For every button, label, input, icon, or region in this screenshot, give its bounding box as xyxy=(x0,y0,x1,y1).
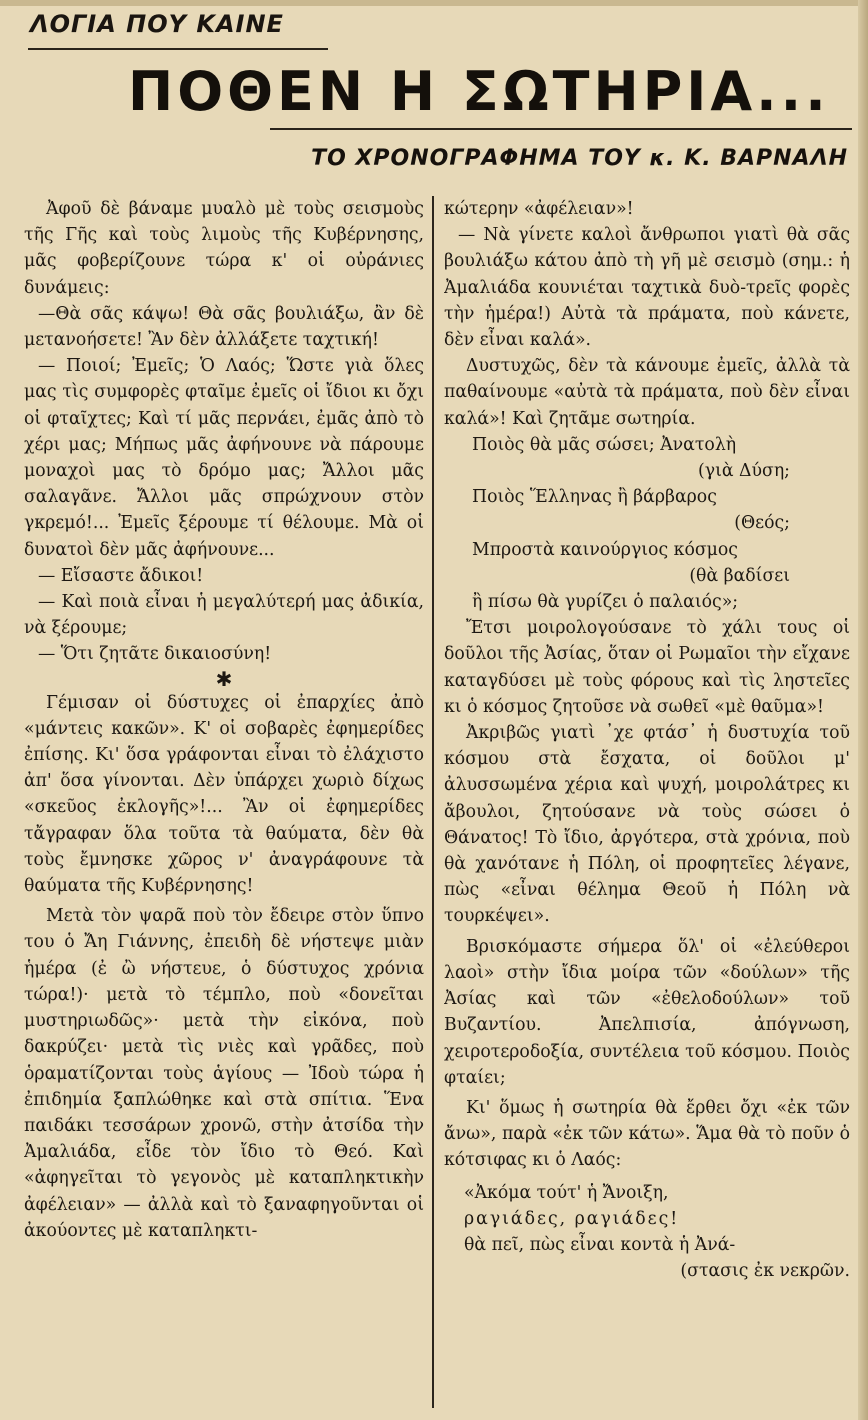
verse-line: Ποιὸς Ἕλληνας ἢ βάρβαρος xyxy=(472,487,717,508)
verse-line: «Ἀκόμα τούτ' ἡ Ἄνοιξη, xyxy=(464,1182,669,1203)
page-right-edge xyxy=(858,0,868,1420)
verse-line: θὰ πεῖ, πὼς εἶναι κοντὰ ἡ Ἀνά- xyxy=(464,1234,736,1255)
paragraph: Κι' ὅμως ἡ σωτηρία θὰ ἔρθει ὄχι «ἐκ τῶν ἄνω», παρὰ «ἐκ τῶν κάτω». Ἅμα θὰ τὸ ποῦν ὁ κότσιφας κι ὁ Λαός: xyxy=(444,1097,850,1171)
page-top-edge xyxy=(0,0,868,6)
headline-rule xyxy=(270,128,852,130)
verse-line: (θὰ βαδίσει xyxy=(689,565,790,586)
dialog-line: —Θὰ σᾶς κάψω! Θὰ σᾶς βουλιάξω, ἂν δὲ μετανοήσετε! Ἂν δὲν ἀλλάξετε ταχτική! xyxy=(24,303,424,351)
left-column xyxy=(24,196,424,1416)
byline: ΤΟ ΧΡΟΝΟΓΡΑΦΗΜΑ ΤΟΥ κ. Κ. ΒΑΡΝΑΛΗ xyxy=(311,146,848,171)
paragraph: Δυστυχῶς, δὲν τὰ κάνουμε ἐμεῖς, ἀλλὰ τὰ παθαίνουμε «αὐτὰ τὰ πράματα, ποὺ δὲν εἶναι καλά»! Καὶ ζητᾶμε σωτηρία. xyxy=(444,356,850,429)
verse-line: ἢ πίσω θὰ γυρίζει ὁ παλαιός»; xyxy=(472,592,739,613)
dialog-line: — Καὶ ποιὰ εἶναι ἡ μεγαλύτερή μας ἀδικία, νὰ ξέρουμε; xyxy=(24,592,424,639)
dialog-line: — Ὅτι ζητᾶτε δικαιοσύνη! xyxy=(38,644,272,665)
verse-line: Ποιὸς θὰ μᾶς σώσει; Ἀνατολὴ xyxy=(472,434,737,455)
paragraph: Γέμισαν οἱ δύστυχες οἱ ἐπαρχίες ἀπὸ «μάντεις κακῶν». Κ' οἱ σοβαρὲς ἐφημερίδες ἐπίσης. Κι' ὅσα γράφονται εἶναι τὸ ἐλάχιστο ἀπ' ὅσα γίνονται. Δὲν ὑπάρχει χωριὸ δίχως «σκεῦος ἐκλογῆς»!... Ἂν οἱ ἐφημερίδες τἄγραφαν ὅλα τοῦτα τὰ θαύματα, δὲν θὰ τοὺς ἔμνησκε χῶρος ν' ἀναγράφουνε τὰ θαύματα τῆς Κυβέρνησης! xyxy=(24,692,424,897)
kicker-rule xyxy=(28,48,328,50)
verse-line: (στασις ἐκ νεκρῶν. xyxy=(680,1261,850,1282)
dialog-line: — Ποιοί; Ἐμεῖς; Ὁ Λαός; Ὥστε γιὰ ὅλες μας τὶς συμφορὲς φταῖμε ἐμεῖς οἱ ἴδιοι κι ὄχι οἱ φταῖχτες; Καὶ τί μᾶς περνάει, ἐμᾶς ἀπὸ τὸ χέρι μας; Μήπως μᾶς ἀφήνουνε νὰ πάρουμε μοναχοὶ μας τὸ δρόμο μας; Ἄλλοι μᾶς σαλαγᾶνε. Ἄλλοι μᾶς σπρώχνουν στὸν γκρεμό!... Ἐμεῖς ξέρουμε τί θέλουμε. Μὰ οἱ δυνατοὶ δὲν μᾶς ἀφήνουνε... xyxy=(24,356,424,560)
page-title: ΠΟΘΕΝ Η ΣΩΤΗΡΙΑ... xyxy=(128,60,830,123)
paragraph: Ἀκριβῶς γιατὶ ᾽χε φτάσ᾽ ἡ δυστυχία τοῦ κόσμου στὰ ἔσχατα, οἱ δοῦλοι μ' ἀλυσσωμένα χέρια καὶ ψυχή, μοιρολάτρες κι ἄβουλοι, ζητούσανε νὰ τοὺς σώσει ὁ Θάνατος! Τὸ ἴδιο, ἀργότερα, στὰ χρόνια, ποὺ θὰ χανότανε ἡ Πόλη, οἱ προφητεῖες λέγανε, πὼς «εἶναι θέλημα Θεοῦ ἡ Πόλη νὰ τουρκέψει». xyxy=(444,723,850,927)
verse-line: (γιὰ Δύση; xyxy=(698,461,790,482)
dialog-line: — Νὰ γίνετε καλοὶ ἄνθρωποι γιατὶ θὰ σᾶς βουλιάξω κάτου ἀπὸ τὴ γῆ μὲ σεισμὸ (σημ.: ἡ Ἀμαλιάδα κουνιέται ταχτικὰ δυὸ-τρεῖς φορὲς τὴν ἡμέρα!) Αὐτὰ τὰ πράματα, ποὺ κάνετε, δὲν εἶναι καλά». xyxy=(444,225,850,351)
paragraph-continuation: κώτερην «ἀφέλειαν»! xyxy=(444,199,634,219)
column-divider xyxy=(432,196,434,1408)
paragraph: Μετὰ τὸν ψαρᾶ ποὺ τὸν ἔδειρε στὸν ὕπνο του ὁ Ἄη Γιάννης, ἐπειδὴ δὲ νήστεψε μιὰν ἡμέρα (ἐ ὢ νήστευε, ὁ δύστυχος χρόνια τώρα!)· μετὰ τὸ τέμπλο, ποὺ «δονεῖται μυστηριωδῶς»· μετὰ τὴν εἰκόνα, ποὺ δακρύζει· μετὰ τὶς νιὲς καὶ γρᾶδες, ποὺ ὁραματίζονται τοὺς ἁγίους — Ἰδοὺ τώρα ἡ ἐπιδημία ξαπλώθηκε καὶ στὰ σπίτια. Ἕνα παιδάκι τεσσάρων χρονῶ, στὴν ἀτσίδα τὴν Ἀμαλιάδα, εἶδε τὸν ἴδιο τὸ Θεό. Καὶ «ἀφηγεῖται τὸ γεγονὸς μὲ καταπληκτικὴν ἀφέλειαν» — ἀλλὰ καὶ τὸ ξαναφηγοῦνται οἱ ἀκούοντες μὲ καταπληκτι- xyxy=(24,906,424,1241)
paragraph: Ἔτσι μοιρολογούσανε τὸ χάλι τους οἱ δοῦλοι τῆς Ἀσίας, ὅταν οἱ Ρωμαῖοι τὴν εἴχανε καταγδύσει μὲ τοὺς φόρους καὶ τὶς ληστεῖες κι ὁ κόσμος ζητοῦσε νὰ σωθεῖ «μὲ θαῦμα»! xyxy=(444,618,850,717)
section-separator-icon: ✱ xyxy=(215,666,233,691)
verse-line: Μπροστὰ καινούργιος κόσμος xyxy=(472,539,738,560)
column-kicker: ΛΟΓΙΑ ΠΟΥ ΚΑΙΝΕ xyxy=(30,10,284,38)
verse-line: ραγιάδες, ραγιάδες! xyxy=(464,1208,680,1229)
paragraph: Βρισκόμαστε σήμερα ὅλ' οἱ «ἐλεύθεροι λαοὶ» στὴν ἴδια μοίρα τῶν «δούλων» τῆς Ἀσίας καὶ τῶν «ἐθελοδούλων» τοῦ Βυζαντίου. Ἀπελπισία, ἀπόγνωση, χειροτεροδοξία, συντέλεια τοῦ κόσμου. Ποιὸς φταίει; xyxy=(444,936,850,1088)
paragraph: Ἀφοῦ δὲ βάναμε μυαλὸ μὲ τοὺς σεισμοὺς τῆς Γῆς καὶ τοὺς λιμοὺς τῆς Κυβέρνησης, μᾶς φοβερίζουνε τώρα κ' οἱ οὐράνιες δυνάμεις: xyxy=(24,199,424,298)
verse-line: (Θεός; xyxy=(734,513,790,534)
right-column xyxy=(444,196,850,1416)
dialog-line: — Εἴσαστε ἄδικοι! xyxy=(38,565,204,586)
